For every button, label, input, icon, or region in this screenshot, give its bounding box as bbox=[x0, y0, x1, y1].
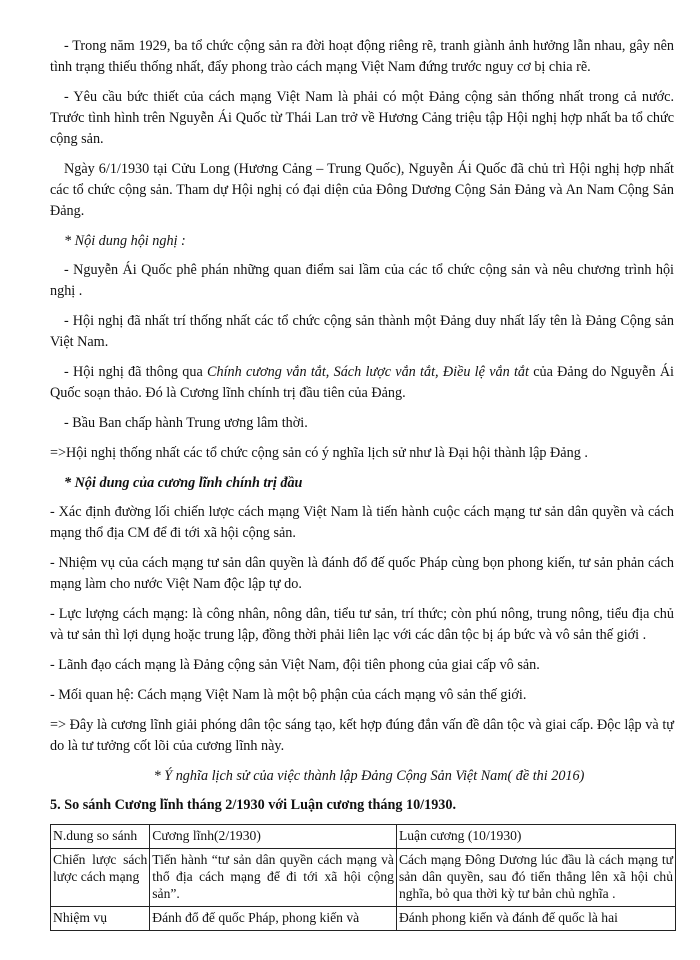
header-cell: Luận cương (10/1930) bbox=[396, 825, 675, 849]
paragraph: - Nguyễn Ái Quốc phê phán những quan điểm sai lầm của các tổ chức cộng sản và nêu chương trình hội nghị . bbox=[50, 262, 674, 299]
table-cell: Cách mạng Đông Dương lúc đầu là cách mạng tư sản dân quyền, sau đó tiến thẳng lên xã hội chủ nghĩa, bỏ qua thời kỳ tư bản chủ nghĩa . bbox=[396, 849, 675, 907]
paragraph: => Đây là cương lĩnh giải phóng dân tộc sáng tạo, kết hợp đúng đắn vấn đề dân tộc và giai cấp. Độc lập và tự do là tư tưởng cốt lõi của cương lĩnh này. bbox=[50, 717, 674, 754]
comparison-table bbox=[50, 824, 676, 931]
heading-noi-dung-hoi-nghi: * Nội dung hội nghị : bbox=[64, 233, 186, 249]
table-header-row bbox=[51, 825, 676, 849]
text-run: - Hội nghị đã thông qua bbox=[64, 364, 208, 380]
paragraph: - Nhiệm vụ của cách mạng tư sản dân quyền là đánh đổ đế quốc Pháp cùng bọn phong kiến, tư sản phản cách mạng làm cho nước Việt Nam độc lập tự do. bbox=[50, 555, 674, 592]
paragraph: - Trong năm 1929, ba tổ chức cộng sản ra đời hoạt động riêng rẽ, tranh giành ảnh hưởng lẫn nhau, gây nên tình trạng thiếu thống nhất, đẩy phong trào cách mạng Việt Nam đứng trước nguy cơ bị chia rẽ. bbox=[50, 38, 674, 75]
table-cell: Đánh phong kiến và đánh đế quốc là hai bbox=[396, 907, 675, 931]
paragraph: - Hội nghị đã nhất trí thống nhất các tổ chức cộng sản thành một Đảng duy nhất lấy tên là Đảng Cộng sản Việt Nam. bbox=[50, 313, 674, 350]
table-cell: Nhiệm vụ bbox=[51, 907, 150, 931]
heading-y-nghia: * Ý nghĩa lịch sử của việc thành lập Đảng Cộng Sản Việt Nam( đề thi 2016) bbox=[153, 768, 585, 784]
paragraph: - Bầu Ban chấp hành Trung ương lâm thời. bbox=[64, 415, 308, 431]
table-row bbox=[51, 849, 676, 907]
heading-noi-dung-cuong-linh: * Nội dung của cương lĩnh chính trị đầu bbox=[64, 475, 303, 491]
table-cell: Chiến lược sách lược cách mạng bbox=[51, 849, 150, 907]
paragraph: - Mối quan hệ: Cách mạng Việt Nam là một bộ phận của cách mạng vô sản thế giới. bbox=[50, 687, 527, 703]
header-cell: Cương lĩnh(2/1930) bbox=[150, 825, 397, 849]
paragraph: - Lãnh đạo cách mạng là Đảng cộng sản Việt Nam, đội tiên phong của giai cấp vô sản. bbox=[50, 657, 540, 673]
paragraph: =>Hội nghị thống nhất các tổ chức cộng sản có ý nghĩa lịch sử như là Đại hội thành lập Đảng . bbox=[50, 445, 588, 461]
table-cell: Đánh đổ đế quốc Pháp, phong kiến và bbox=[150, 907, 397, 931]
italic-text-run: Chính cương vắn tắt, Sách lược vắn tắt, Điều lệ vắn tắt bbox=[207, 364, 529, 380]
paragraph: - Lực lượng cách mạng: là công nhân, nông dân, tiểu tư sản, trí thức; còn phú nông, trung nông, tiểu địa chủ và tư sản thì lợi dụng hoặc trung lập, đồng thời phải liên lạc với các dân tộc bị áp bức và vô sản thế giới . bbox=[50, 606, 674, 643]
section-title: 5. So sánh Cương lĩnh tháng 2/1930 với Luận cương tháng 10/1930. bbox=[50, 797, 457, 813]
table-cell: Tiến hành “tư sản dân quyền cách mạng và thổ địa cách mạng để đi tới xã hội cộng sản”. bbox=[150, 849, 397, 907]
table-row bbox=[51, 907, 676, 931]
header-cell: N.dung so sánh bbox=[51, 825, 150, 849]
paragraph: - Yêu cầu bức thiết của cách mạng Việt Nam là phải có một Đảng cộng sản thống nhất trong cả nước. Trước tình hình trên Nguyễn Ái Quốc từ Thái Lan trở về Hương Cảng triệu tập Hội nghị hợp nhất ba tổ chức cộng sản. bbox=[50, 89, 674, 147]
text-run: của Đảng do Nguyễn Ái Quốc soạn thảo. Đó là Cương lĩnh chính trị đầu tiên của Đảng. bbox=[50, 364, 675, 401]
paragraph bbox=[50, 362, 674, 404]
paragraph: - Xác định đường lối chiến lược cách mạng Việt Nam là tiến hành cuộc cách mạng tư sản dân quyền và cách mạng thổ địa CM để đi tới xã hội cộng sản. bbox=[50, 504, 674, 541]
paragraph: Ngày 6/1/1930 tại Cửu Long (Hương Cảng – Trung Quốc), Nguyễn Ái Quốc đã chủ trì Hội nghị hợp nhất các tổ chức cộng sản. Tham dự Hội nghị có đại diện của Đông Dương Cộng Sản Đảng và An Nam Cộng Sản Đảng. bbox=[50, 161, 674, 219]
